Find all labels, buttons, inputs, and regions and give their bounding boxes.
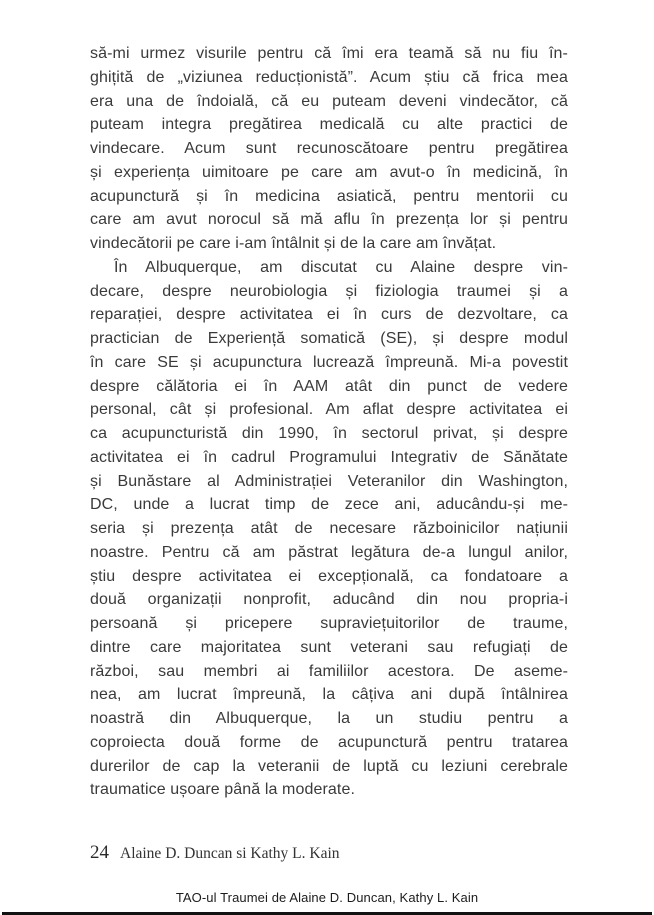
running-head: Alaine D. Duncan si Kathy L. Kain	[120, 845, 340, 862]
text-line: noastră din Albuquerque, la un studiu pentru a	[90, 710, 568, 727]
text-line: nea, am lucrat împreună, la câțiva ani după întâlnirea	[90, 686, 568, 704]
text-line: durerilor de cap la veteranii de luptă cu leziuni cerebrale	[90, 757, 568, 775]
text-line: și experiența uimitoare pe care am avut-o în medicină, în	[90, 163, 568, 181]
text-line: vindecătorii pe care i-am întâlnit și de la care am învățat.	[90, 235, 497, 252]
text-line: despre călătoria ei în AAM atât din punct de vedere	[90, 377, 568, 395]
text-line: ghițită de „viziunea reducționistă”. Acum știu că frica mea	[90, 68, 568, 86]
bottom-caption: TAO-ul Traumei de Alaine D. Duncan, Kathy L. Kain	[175, 890, 479, 905]
paragraph	[90, 42, 568, 256]
text-line: traumatice ușoare până la moderate.	[90, 781, 355, 799]
text-line: ca acupuncturistă din 1990, în sectorul privat, și despre	[90, 425, 568, 442]
text-line: decare, despre neurobiologia și fiziologia traumei și a	[90, 282, 568, 300]
text-line: în care SE și acupunctura lucrează împreună. Mi-a povestit	[90, 353, 568, 371]
text-line: practician de Experiență somatică (SE), și despre modul	[90, 330, 568, 347]
text-line: reparației, despre activitatea ei în curs de dezvoltare, ca	[90, 306, 568, 324]
page-number: 24	[90, 842, 109, 863]
text-line: persoană și pricepere supraviețuitorilor de traume,	[90, 615, 568, 632]
text-line: care am avut norocul să mă aflu în prezența lor și pentru	[90, 211, 568, 229]
text-line: să-mi urmez visurile pentru că îmi era teamă să nu fiu în-	[90, 45, 568, 62]
text-line: era una de îndoială, că eu puteam deveni vindecător, că	[90, 92, 568, 110]
text-line: și Bunăstare al Administrației Veteranilor din Washington,	[90, 472, 568, 490]
text-line: acupunctură și în medicina asiatică, pentru mentorii cu	[90, 187, 568, 205]
text-line: personal, cât și profesional. Am aflat despre activitatea ei	[90, 401, 568, 419]
text-line: activitatea ei în cadrul Programului Integrativ de Sănătate	[90, 448, 568, 466]
text-line: știu despre activitatea ei excepțională, ca fondatoare a	[90, 567, 568, 585]
text-line: DC, unde a lucrat timp de zece ani, aducându-și me-	[90, 496, 568, 514]
page-footer	[90, 842, 340, 864]
text-line: noastre. Pentru că am păstrat legătura de-a lungul anilor,	[90, 543, 568, 561]
text-line: În Albuquerque, am discutat cu Alaine despre vin-	[114, 258, 568, 276]
body-text	[90, 42, 568, 802]
text-line: două organizații nonprofit, aducând din nou propria-i	[90, 591, 568, 609]
text-line: dintre care majoritatea sunt veterani sau refugiați de	[90, 638, 568, 656]
text-line: coproiecta două forme de acupunctură pentru tratarea	[90, 733, 568, 751]
paragraph	[90, 256, 568, 802]
text-line: puteam integra pregătirea medicală cu alte practici de	[90, 116, 568, 134]
text-line: seria și prezența atât de necesare războinicilor națiunii	[90, 520, 568, 537]
text-line: vindecare. Acum sunt recunoscătoare pentru pregătirea	[90, 140, 568, 157]
text-line: război, sau membri ai familiilor acestora. De aseme-	[90, 662, 568, 680]
